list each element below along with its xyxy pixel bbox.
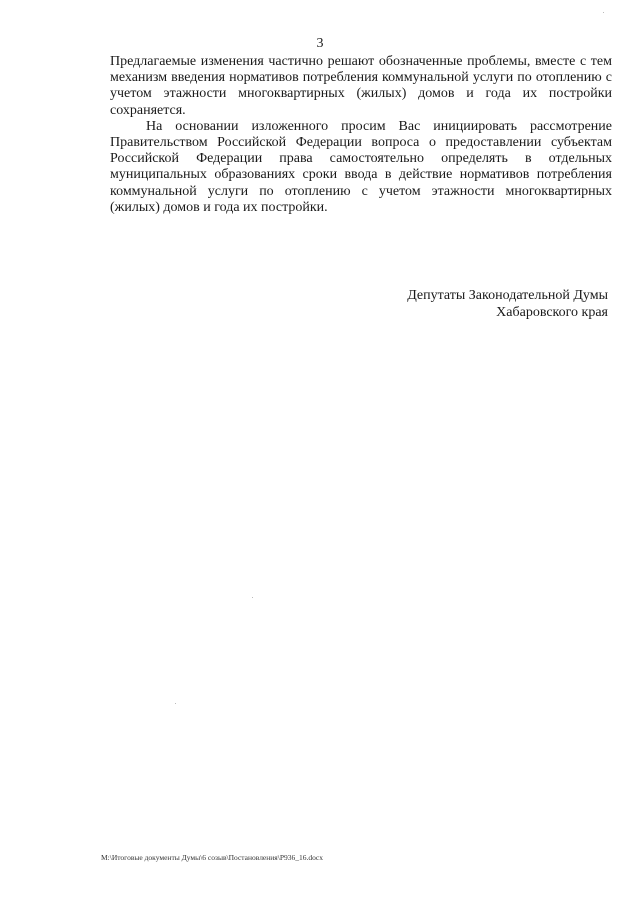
scan-speck (252, 597, 253, 598)
paragraph-proposed-changes: Предлагаемые изменения частично решают обозначенные проблемы, вместе с тем механизм введения нормативов потребления коммунальной услуги по отоплению с учетом этажности многоквартирных (жилых) домов и года их постройки сохраняется. (110, 54, 612, 118)
page-number: 3 (316, 36, 324, 51)
signature-line-deputies: Депутаты Законодательной Думы (407, 288, 608, 303)
paragraph-request: На основании изложенного просим Вас инициировать рассмотрение Правительством Российской Федерации вопроса о предоставлении субъектам Российской Федерации права самостоятельно определять в отдельных муниципальных образованиях сроки ввода в действие нормативов потребления коммунальной услуги по отоплению с учетом этажности многоквартирных (жилых) домов и года их постройки. (110, 118, 612, 215)
scan-speck (175, 703, 176, 704)
scan-speck (603, 12, 604, 13)
footer-file-path: M:\Итоговые документы Думы\6 созыв\Постановления\P936_16.docx (101, 853, 323, 862)
document-body (110, 54, 612, 216)
signature-line-region: Хабаровского края (496, 305, 608, 320)
signature-block (348, 287, 608, 321)
